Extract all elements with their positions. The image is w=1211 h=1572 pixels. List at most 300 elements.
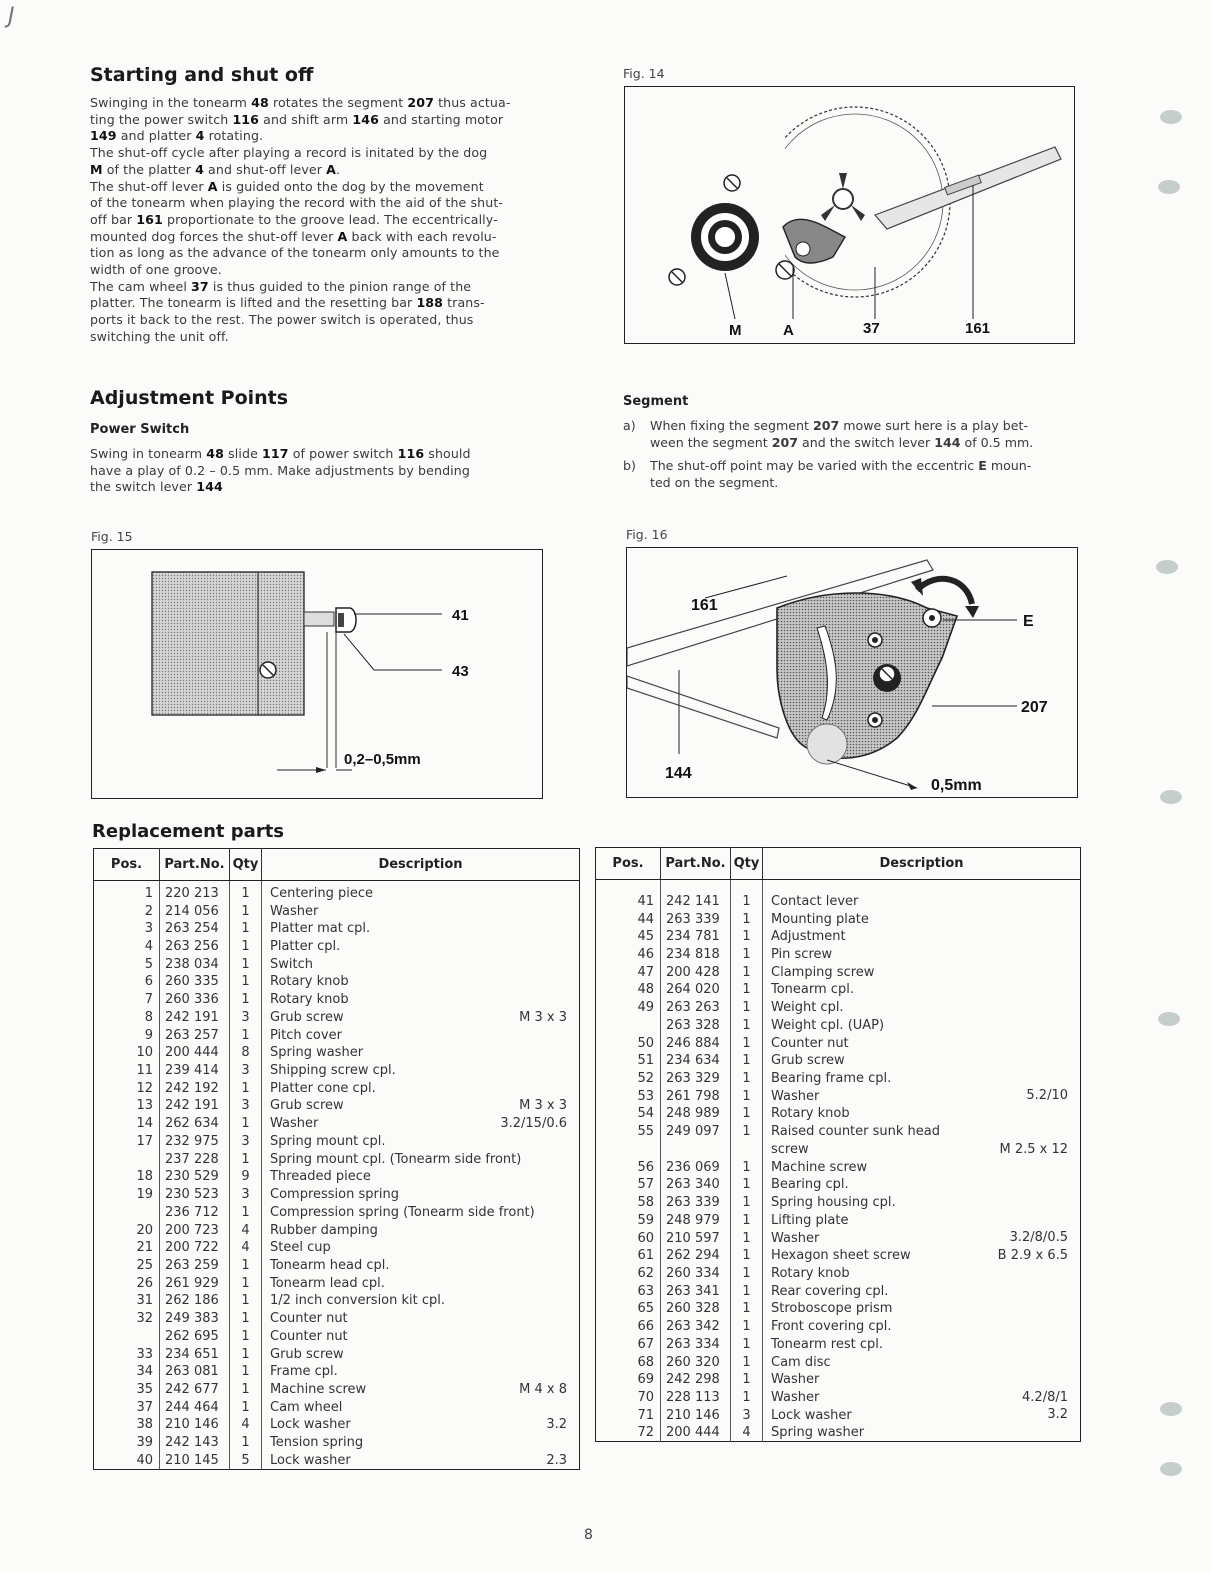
table-row <box>596 981 1081 999</box>
cell-part-number: 262 695 <box>160 1327 230 1345</box>
description-text: Weight cpl. <box>771 1000 844 1016</box>
cell-qty: 1 <box>731 1353 763 1371</box>
cell-description <box>262 955 580 973</box>
cell-description <box>262 1310 580 1328</box>
bold-reference: 48 <box>251 95 269 110</box>
fig15-figure <box>91 549 543 799</box>
cell-pos: 54 <box>596 1105 661 1123</box>
table-row <box>94 1221 580 1239</box>
cell-part-number: 260 320 <box>661 1353 731 1371</box>
text-run: slide <box>224 446 263 461</box>
col-header-pos: Pos. <box>94 849 160 881</box>
cell-pos: 37 <box>94 1398 160 1416</box>
cell-pos: 48 <box>596 981 661 999</box>
cell-part-number: 228 113 <box>661 1389 731 1407</box>
table-row <box>94 1274 580 1292</box>
binder-hole-mark <box>1160 110 1182 124</box>
cell-qty: 1 <box>731 1194 763 1212</box>
table-row <box>94 1327 580 1345</box>
bold-reference: A <box>326 161 336 177</box>
table-row <box>596 1300 1081 1318</box>
description-text: Contact lever <box>771 893 859 909</box>
description-text: screw <box>771 1141 809 1157</box>
table-row <box>596 1406 1081 1424</box>
text-run: the switch lever <box>90 479 197 495</box>
cell-pos: 8 <box>94 1009 160 1027</box>
parts-table-left <box>93 848 580 1470</box>
cell-pos <box>94 1150 160 1168</box>
cell-qty: 1 <box>731 981 763 999</box>
text-run: and shift arm <box>259 111 353 127</box>
cell-part-number: 260 334 <box>661 1265 731 1283</box>
cell-qty: 1 <box>731 1176 763 1194</box>
fig14-label: Fig. 14 <box>623 66 665 81</box>
text-run: The cam wheel <box>90 278 192 294</box>
cell-part-number: 220 213 <box>160 885 230 903</box>
bold-reference: 116 <box>397 446 425 461</box>
cell-description <box>262 1292 580 1310</box>
cell-pos: 59 <box>596 1211 661 1229</box>
cell-part-number: 239 414 <box>160 1062 230 1080</box>
col-header-partno: Part.No. <box>160 849 230 881</box>
table-row <box>596 1247 1081 1265</box>
cell-description <box>262 1434 580 1452</box>
cell-pos: 12 <box>94 1079 160 1097</box>
text-run: The shut-off point may be varied with the eccentric <box>650 458 979 474</box>
text-line <box>90 95 550 112</box>
cell-pos: 17 <box>94 1133 160 1151</box>
table-row <box>94 1079 580 1097</box>
text-run: proportionate to the groove lead. The eccentrically- <box>162 211 498 227</box>
cell-description <box>763 1017 1081 1035</box>
cell-part-number: 242 191 <box>160 1009 230 1027</box>
bold-reference: A <box>337 228 348 244</box>
cell-part-number: 264 020 <box>661 981 731 999</box>
description-text: Spring mount cpl. (Tonearm side front) <box>270 1151 522 1167</box>
starting-paragraph <box>90 95 550 346</box>
size-spec: 5.2/10 <box>1026 1088 1068 1104</box>
cell-qty: 1 <box>230 1079 262 1097</box>
description-text: Platter mat cpl. <box>270 921 371 937</box>
cell-qty: 1 <box>731 910 763 928</box>
cell-part-number: 232 975 <box>160 1133 230 1151</box>
table-row <box>94 973 580 991</box>
text-line <box>90 329 550 346</box>
text-run: When fixing the segment <box>650 418 813 433</box>
cell-qty: 1 <box>230 1150 262 1168</box>
text-line <box>90 295 550 312</box>
cell-part-number: 242 191 <box>160 1097 230 1115</box>
cell-qty: 4 <box>731 1424 763 1442</box>
cell-qty: 1 <box>230 1381 262 1399</box>
cell-pos: 47 <box>596 963 661 981</box>
cell-qty <box>731 1141 763 1159</box>
cell-qty: 1 <box>731 1229 763 1247</box>
text-run: of 0.5 mm. <box>960 434 1034 450</box>
cell-pos: 4 <box>94 938 160 956</box>
cell-description <box>262 1168 580 1186</box>
callout-e: E <box>1023 613 1034 630</box>
cell-description <box>763 1105 1081 1123</box>
cell-qty: 1 <box>230 1274 262 1292</box>
table-row <box>596 1353 1081 1371</box>
cell-part-number: 263 328 <box>661 1017 731 1035</box>
description-text: Bearing cpl. <box>771 1177 849 1193</box>
cell-description <box>763 1265 1081 1283</box>
cell-pos: 63 <box>596 1282 661 1300</box>
description-text: Pitch cover <box>270 1027 342 1043</box>
cell-part-number: 248 979 <box>661 1211 731 1229</box>
cell-part-number: 200 428 <box>661 963 731 981</box>
cell-part-number <box>661 1141 731 1159</box>
cell-qty: 3 <box>230 1133 262 1151</box>
fig16-label: Fig. 16 <box>626 527 668 542</box>
description-text: Shipping screw cpl. <box>270 1063 396 1079</box>
table-row <box>94 1097 580 1115</box>
callout-41: 41 <box>452 607 469 624</box>
cell-description <box>763 1300 1081 1318</box>
table-row <box>94 1345 580 1363</box>
text-line <box>90 479 550 496</box>
description-text: Compression spring <box>270 1187 399 1203</box>
binder-hole-mark <box>1156 560 1178 574</box>
cell-qty: 1 <box>230 1345 262 1363</box>
cell-part-number: 263 257 <box>160 1026 230 1044</box>
cell-pos: 60 <box>596 1229 661 1247</box>
cell-qty: 1 <box>230 973 262 991</box>
cell-part-number: 230 523 <box>160 1186 230 1204</box>
mounting-plate-drawing <box>152 572 304 715</box>
cell-description <box>262 973 580 991</box>
cell-pos: 21 <box>94 1239 160 1257</box>
description-text: Tension spring <box>270 1435 364 1451</box>
section-title-adjustment: Adjustment Points <box>90 387 289 409</box>
cell-pos: 67 <box>596 1335 661 1353</box>
description-text: Counter nut <box>270 1328 348 1344</box>
description-text: Spring washer <box>270 1045 364 1061</box>
cell-description <box>262 1044 580 1062</box>
cell-description <box>763 1052 1081 1070</box>
cell-part-number: 236 069 <box>661 1158 731 1176</box>
description-text: Machine screw <box>270 1381 367 1397</box>
table-row <box>94 955 580 973</box>
bold-reference: 188 <box>416 295 444 311</box>
cell-part-number: 210 597 <box>661 1229 731 1247</box>
col-header-partno: Part.No. <box>661 848 731 880</box>
table-row <box>94 1310 580 1328</box>
cell-qty: 1 <box>230 920 262 938</box>
segment-item <box>623 418 1083 451</box>
cell-qty: 1 <box>230 1310 262 1328</box>
cell-description <box>262 1026 580 1044</box>
text-run: tion as long as the advance of the tonearm only amounts to the <box>90 245 500 261</box>
cell-description <box>763 1389 1081 1407</box>
segment-item-marker: a) <box>623 418 636 433</box>
cell-description <box>262 991 580 1009</box>
cell-pos: 3 <box>94 920 160 938</box>
table-row <box>596 1123 1081 1141</box>
cell-part-number: 262 186 <box>160 1292 230 1310</box>
cell-part-number: 242 192 <box>160 1079 230 1097</box>
description-text: Weight cpl. (UAP) <box>771 1017 885 1033</box>
table-row <box>596 946 1081 964</box>
cell-pos: 66 <box>596 1318 661 1336</box>
description-text: Grub screw <box>270 1098 344 1114</box>
table-row <box>596 893 1081 911</box>
cell-description <box>262 1363 580 1381</box>
cell-qty: 3 <box>230 1009 262 1027</box>
cell-pos: 13 <box>94 1097 160 1115</box>
cell-description <box>763 1371 1081 1389</box>
cell-part-number: 263 259 <box>160 1257 230 1275</box>
text-run: switching the unit off. <box>90 328 229 344</box>
size-spec: 4.2/8/1 <box>1022 1389 1068 1405</box>
description-text: Rear covering cpl. <box>771 1283 889 1299</box>
table-row <box>94 1398 580 1416</box>
cell-qty: 1 <box>731 1123 763 1141</box>
text-run: The shut-off lever <box>90 178 208 194</box>
table-row <box>596 1158 1081 1176</box>
text-run: is guided onto the dog by the movement <box>217 178 484 194</box>
table-row <box>94 1133 580 1151</box>
callout-37: 37 <box>863 320 880 337</box>
cell-pos: 33 <box>94 1345 160 1363</box>
cell-description <box>763 1070 1081 1088</box>
binder-hole-mark <box>1160 790 1182 804</box>
description-text: Rubber damping <box>270 1222 378 1238</box>
table-row <box>94 1434 580 1452</box>
description-text: Compression spring (Tonearm side front) <box>270 1204 535 1220</box>
cell-pos <box>94 1203 160 1221</box>
description-text: Spring washer <box>771 1425 865 1441</box>
table-row <box>94 1186 580 1204</box>
callout-play-dimension: 0,2–0,5mm <box>344 751 421 768</box>
table-row <box>596 910 1081 928</box>
table-row <box>94 1062 580 1080</box>
cell-description <box>763 1158 1081 1176</box>
table-row <box>596 1371 1081 1389</box>
cell-pos: 25 <box>94 1257 160 1275</box>
cell-description <box>262 1239 580 1257</box>
cell-part-number: 236 712 <box>160 1203 230 1221</box>
cell-pos: 65 <box>596 1300 661 1318</box>
cell-description <box>763 946 1081 964</box>
cell-part-number: 263 342 <box>661 1318 731 1336</box>
cell-part-number: 237 228 <box>160 1150 230 1168</box>
table-row <box>94 1239 580 1257</box>
cell-description <box>262 938 580 956</box>
bold-reference: 207 <box>771 434 798 450</box>
cell-part-number: 261 929 <box>160 1274 230 1292</box>
text-line <box>90 262 550 279</box>
cell-pos: 50 <box>596 1034 661 1052</box>
description-text: Hexagon sheet screw <box>771 1248 911 1264</box>
cell-part-number: 246 884 <box>661 1034 731 1052</box>
cell-part-number: 263 341 <box>661 1282 731 1300</box>
cell-qty: 9 <box>230 1168 262 1186</box>
description-text: Platter cpl. <box>270 939 341 955</box>
cell-pos <box>596 1141 661 1159</box>
text-run: is thus guided to the pinion range of the <box>208 278 472 294</box>
cell-qty: 1 <box>731 1247 763 1265</box>
cell-part-number: 261 798 <box>661 1087 731 1105</box>
cell-description <box>763 963 1081 981</box>
cell-qty: 1 <box>731 1211 763 1229</box>
cell-description <box>763 999 1081 1017</box>
cell-part-number: 262 294 <box>661 1247 731 1265</box>
bold-reference: 149 <box>90 128 117 144</box>
text-run: Swing in tonearm <box>90 446 207 461</box>
text-run: of power switch <box>288 446 398 461</box>
cell-pos: 44 <box>596 910 661 928</box>
table-row <box>596 928 1081 946</box>
segment-list <box>623 418 1083 499</box>
text-run: rotates the segment <box>268 95 408 110</box>
cell-qty: 5 <box>230 1452 262 1470</box>
cell-pos: 9 <box>94 1026 160 1044</box>
cell-part-number: 234 651 <box>160 1345 230 1363</box>
cell-qty: 1 <box>230 955 262 973</box>
text-line <box>650 418 1033 435</box>
description-text: 1/2 inch conversion kit cpl. <box>270 1293 446 1309</box>
cell-part-number: 242 298 <box>661 1371 731 1389</box>
cell-description <box>262 902 580 920</box>
text-run: and platter <box>116 128 196 144</box>
description-text: Switch <box>270 956 313 972</box>
cell-pos: 57 <box>596 1176 661 1194</box>
cell-description <box>763 1229 1081 1247</box>
text-line <box>90 195 550 212</box>
text-line <box>90 212 550 229</box>
cell-qty: 1 <box>731 1265 763 1283</box>
bold-reference: M <box>90 161 103 177</box>
callout-line-m <box>725 273 735 319</box>
text-line <box>90 128 550 145</box>
text-line <box>90 463 550 480</box>
cell-qty: 1 <box>230 1203 262 1221</box>
cell-pos: 38 <box>94 1416 160 1434</box>
cell-part-number: 214 056 <box>160 902 230 920</box>
description-text: Lock washer <box>771 1407 852 1423</box>
cell-qty: 1 <box>731 1335 763 1353</box>
callout-a: A <box>783 322 794 339</box>
power-switch-paragraph <box>90 446 550 496</box>
text-run: trans- <box>443 295 485 311</box>
table-row <box>596 1335 1081 1353</box>
cell-qty: 1 <box>230 885 262 903</box>
cell-part-number: 248 989 <box>661 1105 731 1123</box>
description-text: Cam wheel <box>270 1399 343 1415</box>
cell-part-number: 262 634 <box>160 1115 230 1133</box>
description-text: Tonearm head cpl. <box>270 1257 390 1273</box>
cell-description <box>763 1211 1081 1229</box>
text-run: ting the power switch <box>90 111 233 127</box>
cell-part-number: 200 444 <box>160 1044 230 1062</box>
cell-qty: 1 <box>731 946 763 964</box>
cell-description <box>763 1282 1081 1300</box>
table-row <box>94 1044 580 1062</box>
text-run: Swinging in the tonearm <box>90 95 252 110</box>
size-spec: M 3 x 3 <box>519 1009 567 1025</box>
text-run: off bar <box>90 211 137 227</box>
cell-qty: 1 <box>230 991 262 1009</box>
table-row <box>596 1211 1081 1229</box>
table-row <box>596 1034 1081 1052</box>
cell-pos: 69 <box>596 1371 661 1389</box>
cell-part-number: 244 464 <box>160 1398 230 1416</box>
fig16-figure <box>626 547 1078 798</box>
cell-part-number: 263 256 <box>160 938 230 956</box>
cell-description <box>763 1353 1081 1371</box>
segment-item <box>623 458 1083 491</box>
cell-part-number: 242 143 <box>160 1434 230 1452</box>
cell-description <box>763 893 1081 911</box>
table-row <box>94 1257 580 1275</box>
cell-pos: 14 <box>94 1115 160 1133</box>
cell-pos: 53 <box>596 1087 661 1105</box>
description-text: Threaded piece <box>270 1169 371 1185</box>
cell-qty: 1 <box>731 928 763 946</box>
description-text: Platter cone cpl. <box>270 1080 376 1096</box>
cell-part-number: 200 722 <box>160 1239 230 1257</box>
page-number: 8 <box>584 1527 593 1543</box>
description-text: Front covering cpl. <box>771 1319 892 1335</box>
text-line <box>650 435 1033 452</box>
col-header-pos: Pos. <box>596 848 661 880</box>
description-text: Spring housing cpl. <box>771 1195 896 1211</box>
text-run: . <box>335 161 341 177</box>
table-row <box>94 1363 580 1381</box>
description-text: Centering piece <box>270 885 373 901</box>
cell-pos: 11 <box>94 1062 160 1080</box>
binder-hole-mark <box>1160 1402 1182 1416</box>
cell-description <box>262 1079 580 1097</box>
cell-qty: 4 <box>230 1239 262 1257</box>
cell-part-number: 242 141 <box>661 893 731 911</box>
cell-description <box>262 1133 580 1151</box>
fig16-illustration <box>627 548 1075 795</box>
cell-pos: 49 <box>596 999 661 1017</box>
table-row <box>596 963 1081 981</box>
cell-description <box>262 1221 580 1239</box>
table-row <box>94 1452 580 1470</box>
description-text: Washer <box>270 903 319 919</box>
cell-qty: 1 <box>731 1034 763 1052</box>
callout-line-43 <box>344 634 442 670</box>
text-line <box>90 279 550 296</box>
bold-reference: E <box>978 458 987 474</box>
cell-description <box>262 1150 580 1168</box>
size-spec: M 3 x 3 <box>519 1098 567 1114</box>
section-title-starting: Starting and shut off <box>90 64 314 86</box>
cell-description <box>262 1327 580 1345</box>
fig14-illustration <box>625 87 1072 341</box>
table-row <box>94 902 580 920</box>
description-text: Raised counter sunk head <box>771 1124 940 1140</box>
cell-part-number: 200 723 <box>160 1221 230 1239</box>
description-text: Washer <box>270 1116 319 1132</box>
description-text: Lock washer <box>270 1417 351 1433</box>
text-run: and shut-off lever <box>203 161 327 177</box>
description-text: Tonearm lead cpl. <box>270 1275 385 1291</box>
cell-description <box>763 1141 1081 1159</box>
size-spec: 2.3 <box>546 1452 567 1468</box>
cell-pos: 32 <box>94 1310 160 1328</box>
callout-43: 43 <box>452 663 469 680</box>
cell-description <box>763 1194 1081 1212</box>
description-text: Clamping screw <box>771 964 875 980</box>
cell-pos: 58 <box>596 1194 661 1212</box>
